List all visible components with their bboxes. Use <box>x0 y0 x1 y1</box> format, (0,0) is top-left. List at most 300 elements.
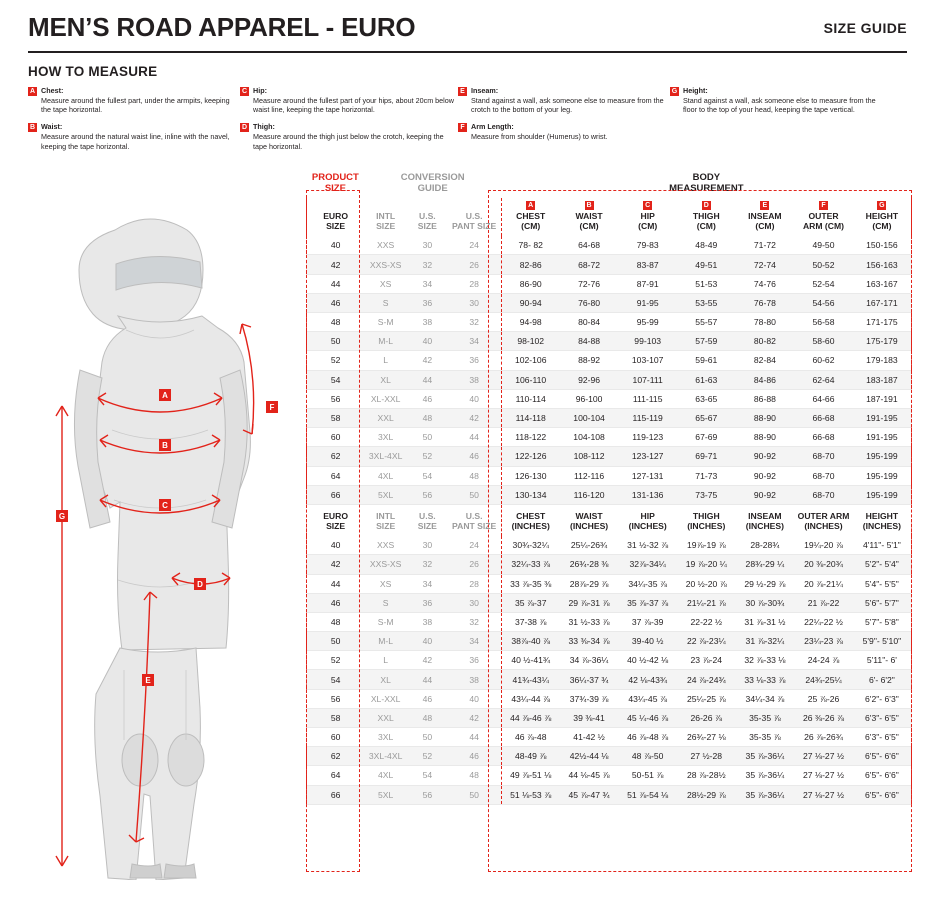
table-cell: 90-92 <box>736 485 795 504</box>
table-cell: 48 <box>407 708 448 727</box>
table-cell: 126-130 <box>501 466 560 485</box>
table-cell: 6'5"- 6'6" <box>853 766 912 785</box>
table-cell: 123-127 <box>618 447 677 466</box>
table-cell: 44 ⅞-46 ⅞ <box>501 708 560 727</box>
badge-g-icon: G <box>671 88 678 95</box>
table-cell: 34 <box>407 574 448 593</box>
table-cell: 45 ¼-46 ⅞ <box>618 708 677 727</box>
table-cell: 51 ⅞-54 ⅛ <box>618 785 677 804</box>
table-cell: 26¾-28 ⅜ <box>560 555 619 574</box>
table-cell: 68-70 <box>794 485 853 504</box>
header-outer-arm-in-l2: (INCHES) <box>804 520 843 531</box>
table-cell: 59-61 <box>677 351 736 370</box>
table-cell: XXL <box>364 708 407 727</box>
table-cell: 48 <box>407 408 448 427</box>
table-cell: 87-91 <box>618 274 677 293</box>
table-cell: 62 <box>307 747 365 766</box>
table-cell: 26¾-27 ⅛ <box>677 728 736 747</box>
table-cell: 22 ⅞-23¼ <box>677 632 736 651</box>
table-cell: 100-104 <box>560 408 619 427</box>
table-cell: 63-65 <box>677 389 736 408</box>
header-euro-size-l2: SIZE <box>326 220 346 231</box>
table-cell: 90-92 <box>736 447 795 466</box>
table-cell: 24 <box>448 536 501 555</box>
table-cell: 4XL <box>364 766 407 785</box>
table-row[interactable] <box>307 389 912 408</box>
table-cell: 96-100 <box>560 389 619 408</box>
table-cell: 95-99 <box>618 313 677 332</box>
table-cell: 28-28¾ <box>736 536 795 555</box>
header-inseam-cm-l2: (CM) <box>755 220 775 231</box>
note-g <box>670 86 885 115</box>
table-cell: 64 <box>307 466 365 485</box>
table-cell: 116-120 <box>560 485 619 504</box>
header-chest-in <box>501 505 560 536</box>
table-cell: 80-84 <box>560 313 619 332</box>
table-cell: 26 <box>448 555 501 574</box>
table-cell: 88-92 <box>560 351 619 370</box>
note-d <box>240 122 458 151</box>
table-cell: 44 <box>307 574 365 593</box>
table-cell: 36 <box>407 293 448 312</box>
header-us-pant-size-in-l2: PANT SIZE <box>452 520 497 531</box>
table-row[interactable] <box>307 555 912 574</box>
column-header-row-inches <box>307 505 912 536</box>
table-cell: 68-70 <box>794 447 853 466</box>
table-cell: 46 ⅞-48 ⅞ <box>618 728 677 747</box>
table-cell: 191-195 <box>853 408 912 427</box>
table-cell: 46 <box>407 689 448 708</box>
table-row[interactable] <box>307 689 912 708</box>
table-row[interactable] <box>307 728 912 747</box>
header-inseam-in-l1: INSEAM <box>748 510 782 521</box>
table-cell: 60 <box>307 728 365 747</box>
table-cell: 90-94 <box>501 293 560 312</box>
table-row[interactable] <box>307 236 912 255</box>
note-c-body <box>253 86 458 115</box>
table-cell: 40 <box>307 536 365 555</box>
note-d-text: Measure around the thigh just below the crotch, keeping the tape horizontal. <box>253 131 444 151</box>
header-us-size-in-l2: SIZE <box>417 520 437 531</box>
table-row[interactable] <box>307 332 912 351</box>
table-cell: 54 <box>407 766 448 785</box>
header-intl-size-in-l1: INTL <box>376 510 396 521</box>
header-euro-size-in-l2: SIZE <box>326 520 346 531</box>
table-cell: 20 ½-20 ⅞ <box>677 574 736 593</box>
table-row[interactable] <box>307 593 912 612</box>
table-cell: 46 <box>307 593 365 612</box>
note-b-title: Waist: <box>41 122 63 132</box>
table-cell: 76-80 <box>560 293 619 312</box>
table-cell: 76-78 <box>736 293 795 312</box>
table-cell: 5'7"- 5'8" <box>853 612 912 631</box>
note-g-title: Height: <box>683 86 708 95</box>
table-cell: 28 <box>448 274 501 293</box>
table-cell: 25¼-25 ⅞ <box>677 689 736 708</box>
table-cell: 44 ⅛-45 ⅞ <box>560 766 619 785</box>
letter-a-icon: A <box>528 202 534 209</box>
table-cell: 131-136 <box>618 485 677 504</box>
table-row[interactable] <box>307 293 912 312</box>
header-waist-cm <box>560 198 619 236</box>
table-cell: 25¼-26¾ <box>560 536 619 555</box>
table-cell: 42 <box>307 255 365 274</box>
badge-d-icon: D <box>241 124 248 132</box>
table-row[interactable] <box>307 370 912 389</box>
size-tables <box>306 172 912 805</box>
table-cell: 82-86 <box>501 255 560 274</box>
rider-illustration-svg <box>20 200 300 880</box>
table-cell: 4XL <box>364 466 407 485</box>
table-cell: 53-55 <box>677 293 736 312</box>
header-us-size-l2: SIZE <box>417 220 437 231</box>
table-cell: 72-76 <box>560 274 619 293</box>
table-cell: 22¼-22 ½ <box>794 612 853 631</box>
table-cell: XS <box>364 574 407 593</box>
table-cell: 30 <box>448 593 501 612</box>
table-cell: XL <box>364 670 407 689</box>
table-row[interactable] <box>307 747 912 766</box>
table-cell: S <box>364 593 407 612</box>
letter-b-icon: B <box>586 202 592 209</box>
table-cell: 52 <box>407 747 448 766</box>
table-cell: 122-126 <box>501 447 560 466</box>
table-row[interactable] <box>307 785 912 804</box>
table-row[interactable] <box>307 351 912 370</box>
table-cell: 31 ⅞-32¼ <box>736 632 795 651</box>
table-row[interactable] <box>307 255 912 274</box>
table-cell: 28⅞-29 ⅞ <box>560 574 619 593</box>
note-b-text: Measure around the natural waist line, inline with the navel, keeping the tape horizontal. <box>41 131 230 151</box>
table-cell: L <box>364 651 407 670</box>
table-cell: L <box>364 351 407 370</box>
header-inseam-cm-l1: INSEAM <box>748 211 782 221</box>
table-cell: 80-82 <box>736 332 795 351</box>
table-cell: M-L <box>364 632 407 651</box>
table-cell: 36 <box>448 351 501 370</box>
size-table-cm-body <box>307 236 912 504</box>
note-e-body <box>471 86 670 115</box>
table-row[interactable] <box>307 670 912 689</box>
table-cell: 55-57 <box>677 313 736 332</box>
header-waist-in-l1: WAIST <box>575 510 603 521</box>
table-cell: 86-88 <box>736 389 795 408</box>
header-intl-size-l1: INTL <box>376 211 396 221</box>
table-cell: XXS-XS <box>364 555 407 574</box>
table-cell: 28¾-29 ¼ <box>736 555 795 574</box>
table-cell: 183-187 <box>853 370 912 389</box>
badge-a-icon: A <box>29 88 36 95</box>
note-a-body <box>41 86 240 115</box>
table-cell: 115-119 <box>618 408 677 427</box>
table-cell: 21¼-21 ⅞ <box>677 593 736 612</box>
size-guide-underline <box>801 51 907 53</box>
table-cell: 44 <box>407 370 448 389</box>
table-cell: 103-107 <box>618 351 677 370</box>
table-cell: 88-90 <box>736 428 795 447</box>
table-cell: 40 <box>307 236 365 255</box>
table-cell: 40 <box>407 332 448 351</box>
table-cell: 130-134 <box>501 485 560 504</box>
table-cell: 38 <box>407 313 448 332</box>
table-row[interactable] <box>307 632 912 651</box>
table-cell: 40 ½-42 ⅛ <box>618 651 677 670</box>
table-cell: 34 <box>448 632 501 651</box>
header-hip-in-l1: HIP <box>640 510 655 521</box>
table-cell: 56-58 <box>794 313 853 332</box>
table-row[interactable] <box>307 708 912 727</box>
header-us-pant-size-l1: U.S. <box>465 211 483 221</box>
table-cell: 6'3"- 6'5" <box>853 708 912 727</box>
header-height-cm <box>853 198 912 236</box>
table-cell: 54-56 <box>794 293 853 312</box>
table-cell: 36 <box>448 651 501 670</box>
table-cell: 48 <box>448 466 501 485</box>
note-b <box>28 122 240 151</box>
table-cell: 112-116 <box>560 466 619 485</box>
table-cell: 27 ⅛-27 ½ <box>794 747 853 766</box>
table-cell: 50 <box>448 785 501 804</box>
table-cell: 32 <box>448 612 501 631</box>
table-cell: 32⅞-34¼ <box>618 555 677 574</box>
table-cell: XXS-XS <box>364 255 407 274</box>
group-header-row <box>307 172 912 198</box>
table-row[interactable] <box>307 766 912 785</box>
table-cell: 30¾-32¼ <box>501 536 560 555</box>
note-b-body <box>41 122 240 151</box>
group-product-size-l1: PRODUCT <box>311 172 359 183</box>
table-cell: 56 <box>407 785 448 804</box>
table-cell: 35 ⅞-37 <box>501 593 560 612</box>
note-column-1 <box>28 86 240 151</box>
group-body-measurement <box>501 172 911 198</box>
table-cell: 42½-44 ⅛ <box>560 747 619 766</box>
table-cell: 73-75 <box>677 485 736 504</box>
table-cell: S <box>364 293 407 312</box>
table-cell: 27 ½-28 <box>677 747 736 766</box>
table-cell: 61-63 <box>677 370 736 389</box>
header-height-cm-l1: HEIGHT <box>865 211 899 221</box>
header-chest-cm-l1: CHEST <box>516 211 546 221</box>
table-row[interactable] <box>307 408 912 427</box>
header-us-size-in-l1: U.S. <box>418 510 436 521</box>
table-cell: 111-115 <box>618 389 677 408</box>
table-cell: 46 <box>448 747 501 766</box>
table-cell: 52-54 <box>794 274 853 293</box>
table-cell: XL <box>364 370 407 389</box>
note-g-text: Stand against a wall, ask someone else to measure from the floor to the top of your head, keeping the tape vertical. <box>683 95 876 115</box>
table-cell: 66 <box>307 485 365 504</box>
header-thigh-in-l1: THIGH <box>692 510 720 521</box>
table-cell: 114-118 <box>501 408 560 427</box>
table-cell: 35-35 ⅞ <box>736 728 795 747</box>
header-divider <box>28 51 907 53</box>
note-f <box>458 122 670 141</box>
table-cell: 68-70 <box>794 466 853 485</box>
table-cell: 64 <box>307 766 365 785</box>
table-cell: 78- 82 <box>501 236 560 255</box>
header-us-size <box>407 198 448 236</box>
note-d-body <box>253 122 458 151</box>
table-cell: 41¾-43¼ <box>501 670 560 689</box>
table-cell: 50 <box>448 485 501 504</box>
header-us-size-l1: U.S. <box>418 211 436 221</box>
table-cell: 108-112 <box>560 447 619 466</box>
table-cell: 3XL-4XL <box>364 747 407 766</box>
table-cell: 24 <box>448 236 501 255</box>
table-cell: 34 <box>407 274 448 293</box>
table-cell: 49-50 <box>794 236 853 255</box>
header-chest-cm-l2: (CM) <box>521 220 541 231</box>
header-us-pant-size-in <box>448 505 501 536</box>
table-row[interactable] <box>307 313 912 332</box>
note-column-2 <box>240 86 458 151</box>
table-cell: 5'11"- 6' <box>853 651 912 670</box>
header-euro-size-l1: EURO <box>323 211 349 221</box>
svg-text:A: A <box>162 391 168 400</box>
table-cell: 67-69 <box>677 428 736 447</box>
table-cell: 19⅞-19 ⅞ <box>677 536 736 555</box>
header-hip-cm-l2: (CM) <box>638 220 658 231</box>
table-cell: 171-175 <box>853 313 912 332</box>
table-cell: 35 ⅞-36¼ <box>736 785 795 804</box>
table-cell: 57-59 <box>677 332 736 351</box>
header-us-size-in <box>407 505 448 536</box>
size-table-inches <box>306 505 912 805</box>
table-cell: 32 <box>407 555 448 574</box>
svg-text:D: D <box>197 580 203 589</box>
letter-f-icon: F <box>819 201 828 210</box>
header-outer-arm-cm <box>794 198 853 236</box>
table-cell: 35 ⅞-36¼ <box>736 747 795 766</box>
note-f-title: Arm Length: <box>471 122 514 132</box>
table-cell: XXL <box>364 408 407 427</box>
table-cell: 29 ⅞-31 ⅞ <box>560 593 619 612</box>
table-cell: 26 ⅜-26 ⅞ <box>794 708 853 727</box>
table-cell: 20 ⅜-20¾ <box>794 555 853 574</box>
table-cell: XS <box>364 274 407 293</box>
table-cell: 195-199 <box>853 485 912 504</box>
table-cell: 34 <box>448 332 501 351</box>
table-cell: XL-XXL <box>364 389 407 408</box>
table-cell: 30 <box>407 236 448 255</box>
badge-e-icon: E <box>458 87 467 96</box>
header-chest-cm <box>501 198 560 236</box>
table-cell: 22-22 ½ <box>677 612 736 631</box>
table-cell: 49 ⅞-51 ⅛ <box>501 766 560 785</box>
table-cell: 28½-29 ⅞ <box>677 785 736 804</box>
table-cell: 110-114 <box>501 389 560 408</box>
table-cell: 52 <box>307 351 365 370</box>
table-row[interactable] <box>307 536 912 555</box>
table-cell: 43¼-44 ⅞ <box>501 689 560 708</box>
table-cell: 48 <box>448 766 501 785</box>
table-cell: 195-199 <box>853 466 912 485</box>
table-cell: 34¼-35 ⅞ <box>618 574 677 593</box>
table-cell: 167-171 <box>853 293 912 312</box>
header-thigh-cm-l2: (CM) <box>696 220 716 231</box>
note-e <box>458 86 670 115</box>
table-row[interactable] <box>307 274 912 293</box>
table-row[interactable] <box>307 612 912 631</box>
table-cell: 5'9"- 5'10" <box>853 632 912 651</box>
table-cell: 84-86 <box>736 370 795 389</box>
table-cell: M-L <box>364 332 407 351</box>
table-cell: 60 <box>307 428 365 447</box>
header-height-in-l1: HEIGHT <box>865 510 899 521</box>
table-cell: 64-66 <box>794 389 853 408</box>
table-row[interactable] <box>307 485 912 504</box>
table-cell: 51-53 <box>677 274 736 293</box>
table-cell: 99-103 <box>618 332 677 351</box>
header-thigh-cm <box>677 198 736 236</box>
group-body-l2: MEASUREMENT <box>669 183 744 194</box>
group-conversion-l1: CONVERSION <box>400 172 465 183</box>
header-euro-size-in <box>307 505 365 536</box>
table-cell: 84-88 <box>560 332 619 351</box>
page-header <box>28 14 907 40</box>
table-cell: 35 ⅞-37 ⅞ <box>618 593 677 612</box>
table-cell: 32¼-33 ⅞ <box>501 555 560 574</box>
table-cell: 28 <box>448 574 501 593</box>
table-row[interactable] <box>307 447 912 466</box>
table-cell: 66-68 <box>794 408 853 427</box>
table-row[interactable] <box>307 651 912 670</box>
table-cell: 82-84 <box>736 351 795 370</box>
note-column-3 <box>458 86 670 151</box>
header-intl-size <box>364 198 407 236</box>
table-cell: 50 <box>407 428 448 447</box>
table-cell: 36¼-37 ¾ <box>560 670 619 689</box>
table-cell: 44 <box>448 428 501 447</box>
letter-d-icon: D <box>703 202 709 209</box>
svg-text:G: G <box>58 512 66 521</box>
table-cell: 119-123 <box>618 428 677 447</box>
table-cell: 5XL <box>364 485 407 504</box>
table-cell: 38 <box>448 670 501 689</box>
table-cell: 127-131 <box>618 466 677 485</box>
table-cell: 48 ⅞-50 <box>618 747 677 766</box>
table-cell: S-M <box>364 313 407 332</box>
table-cell: 37-38 ⅞ <box>501 612 560 631</box>
table-cell: 42 ⅛-43¾ <box>618 670 677 689</box>
svg-text:F: F <box>269 403 275 412</box>
table-cell: 92-96 <box>560 370 619 389</box>
table-cell: 98-102 <box>501 332 560 351</box>
table-cell: 50 <box>307 632 365 651</box>
table-row[interactable] <box>307 574 912 593</box>
table-cell: 64-68 <box>560 236 619 255</box>
note-g-body <box>683 86 885 115</box>
table-cell: 60-62 <box>794 351 853 370</box>
table-cell: 32 <box>448 313 501 332</box>
table-cell: 6'- 6'2" <box>853 670 912 689</box>
note-a-text: Measure around the fullest part, under the armpits, keeping the tape horizontal. <box>41 95 230 115</box>
table-row[interactable] <box>307 466 912 485</box>
header-thigh-in-l2: (INCHES) <box>687 520 726 531</box>
header-outer-arm-in <box>794 505 853 536</box>
table-cell: 4'11"- 5'1" <box>853 536 912 555</box>
table-cell: 71-73 <box>677 466 736 485</box>
header-us-pant-size-in-l1: U.S. <box>465 510 483 521</box>
header-hip-cm-l1: HIP <box>640 211 655 221</box>
size-table-cm <box>306 172 912 505</box>
table-cell: 27 ⅛-27 ½ <box>794 785 853 804</box>
table-row[interactable] <box>307 428 912 447</box>
header-chest-in-l2: (INCHES) <box>511 520 550 531</box>
table-cell: 72-74 <box>736 255 795 274</box>
table-cell: 191-195 <box>853 428 912 447</box>
